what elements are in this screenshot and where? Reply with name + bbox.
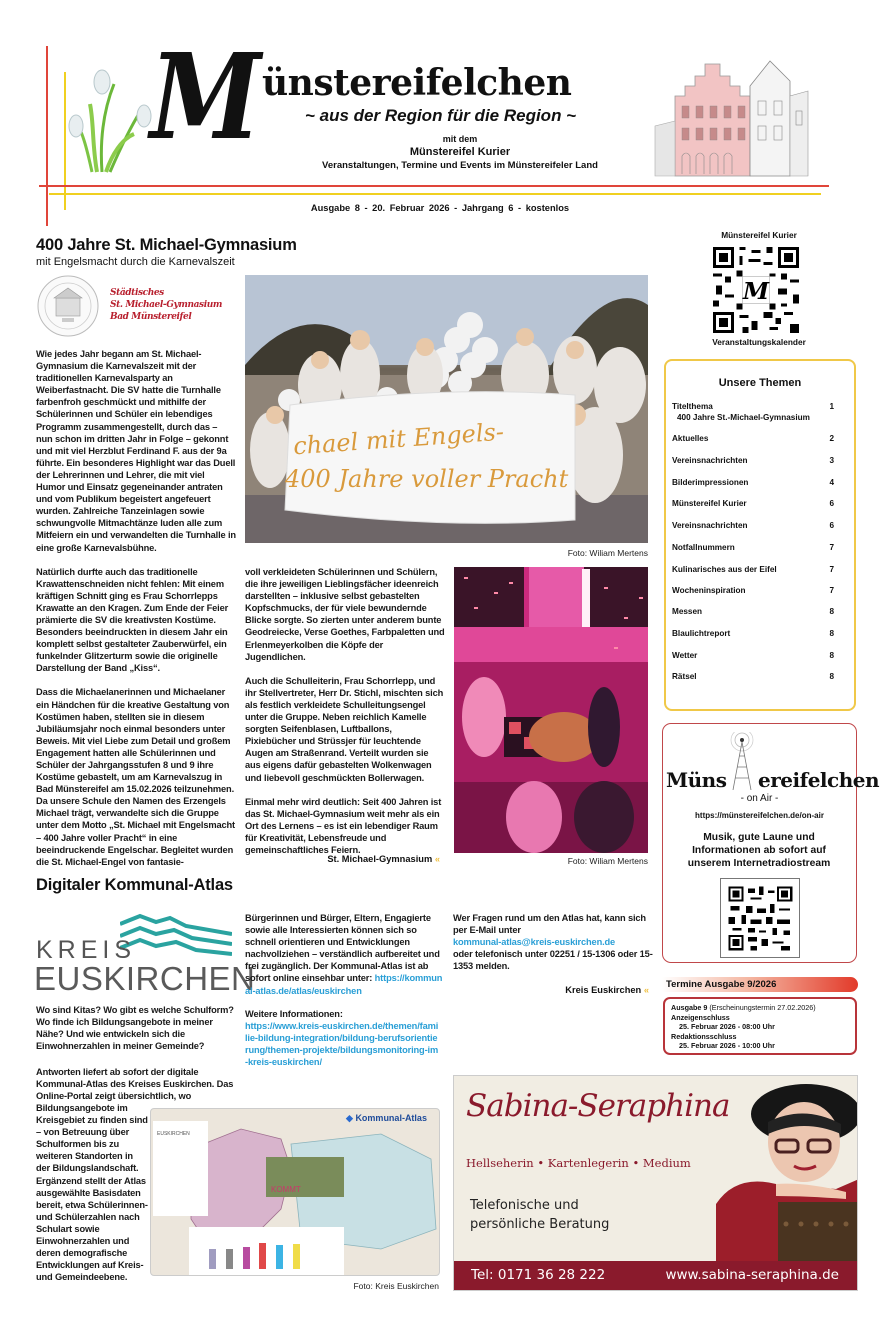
article2-col2-text: Bürgerinnen und Bürger, Eltern, Engagierte sowie alle Interessierten können sich so schnell orientieren und Entwicklungen nachvollziehen – verständlich aufbereitet und frei zugänglich. Der Kommunal-Atlas ist ab sofort online einsehbar unter: <box>245 913 440 984</box>
banner-text-line-2: 400 Jahre voller Pracht <box>285 465 569 493</box>
theme-label: Aktuelles <box>672 434 709 443</box>
article1-subtitle: mit Engelsmacht durch die Karnevalszeit <box>36 256 235 268</box>
theme-label: Messen <box>672 607 703 616</box>
masthead-with: mit dem <box>442 134 478 144</box>
advertisement-sabina-seraphina[interactable] <box>453 1075 858 1291</box>
article1-paragraph: Auch die Schulleiterin, Frau Schorrlepp, und ihr Stellvertreter, Herr Dr. Stichl, mischten sich als festlich verkleidete Schulleitungsengel unter die Gruppe. Neben reichlich Kamelle sorgten Seifenblasen, Luftballons, Pixiebücher und Strüssjer für leuchtende Augen am Straßenrand. Verteilt wurden sie aus eigens dafür gebastelten Wolkenwagen und liebevoll geschmückten Bollerwagen. <box>245 675 444 783</box>
snowdrop-illustration <box>62 64 157 174</box>
qr-caption: Veranstaltungskalender <box>712 337 806 347</box>
theme-label: Titelthema <box>672 402 713 411</box>
theme-page: 8 <box>829 672 834 681</box>
termine-ads-date: 25. Februar 2026 - 08:00 Uhr <box>679 1022 775 1031</box>
theme-item[interactable] <box>672 671 834 682</box>
screenshot-brand <box>346 1113 427 1124</box>
theme-page: 6 <box>829 521 834 530</box>
theme-label: Münstereifel Kurier <box>672 499 747 508</box>
theme-page: 7 <box>829 543 834 552</box>
article1-paragraph: Dass die Michaelanerinnen und Michaelaner ein Händchen für die kreative Gestaltung von Kostümen haben, stellten sie in diesem Jubiläumsjahr noch einmal besonders unter Beweis. Mit viel Liebe zum Detail und großem Engagement hatten alle Schülerinnen und Schüler der Jahrgangsstufen 8 und 9 ihre Kostüme gebastelt, um am Karnevalszug in Bad Münstereifel am 15.02.2026 teilzunehmen. Da unsere Schule den Namen des Erzengels Michael trägt, verwandelte sich die Gruppe unter dem Motto „St. Michael mit Engelsmacht – 400 Jahre voller Pracht“ in eine beeindruckende Engelschar. Begleitet wurden die St. Michael-Engel von fantasie- <box>36 687 235 867</box>
article2-intro: Wo sind Kitas? Wo gibt es welche Schulform? Wo finde ich Bildungsangebote in meiner Nähe? Und wie entwickeln sich die Einwohnerzahlen in meiner Gemeinde? <box>36 1005 234 1052</box>
ad-website[interactable]: www.sabina-seraphina.de <box>665 1267 839 1283</box>
ad-text <box>470 1196 609 1234</box>
more-info-link[interactable]: https://www.kreis-euskirchen.de/themen/familie-bildung-integration/bildung-berufsorientierung/themen-projekte/bildungsmonitoring-im-kreis-euskirchen/ <box>245 1021 439 1068</box>
contact-email-link[interactable]: kommunal-atlas@kreis-euskirchen.de <box>453 937 616 948</box>
banner-text-line-1: chael mit Engels- <box>292 417 505 461</box>
school-name-line-1: Städtisches <box>110 288 164 298</box>
theme-item[interactable] <box>672 585 834 596</box>
onair-logo-left: Müns <box>666 768 727 792</box>
photo2-caption: Foto: Wiliam Mertens <box>567 856 648 866</box>
theme-label: Notfallnummern <box>672 543 735 552</box>
qr-center-logo: M <box>742 276 770 305</box>
theme-item[interactable] <box>672 564 834 575</box>
qr-code-kalender[interactable] <box>713 247 799 333</box>
ad-subtitle: Hellseherin • Kartenlegerin • Medium <box>466 1156 691 1170</box>
theme-item[interactable] <box>672 520 834 531</box>
onair-logo-right: ereifelchen <box>758 768 879 792</box>
school-name <box>110 287 238 323</box>
theme-label: Bilderimpressionen <box>672 478 749 487</box>
school-seal-logo <box>36 274 100 338</box>
theme-sublabel: 400 Jahre St.-Michael-Gymnasium <box>677 413 810 422</box>
kommunal-atlas-logo-icon: ◆ <box>346 1113 353 1123</box>
theme-label: Vereinsnachrichten <box>672 456 748 465</box>
article1-column-1 <box>36 348 236 880</box>
ad-text-line-2: persönliche Beratung <box>470 1217 610 1232</box>
article2-column-2 <box>245 912 445 997</box>
theme-page: 8 <box>829 607 834 616</box>
kreis-euskirchen-waves-logo <box>120 912 232 960</box>
kreis-logo-line-2: EUSKIRCHEN <box>34 960 256 997</box>
article2-signature <box>453 985 649 995</box>
theme-page: 8 <box>829 651 834 660</box>
qr-title: Münstereifel Kurier <box>721 230 797 240</box>
photo1-caption: Foto: Wiliam Mertens <box>567 548 648 558</box>
theme-label: Blaulichtreport <box>672 629 731 638</box>
themes-box <box>664 359 856 711</box>
theme-item[interactable] <box>672 455 834 466</box>
theme-item[interactable] <box>672 606 834 617</box>
theme-item[interactable] <box>672 477 834 488</box>
theme-item[interactable] <box>672 401 834 423</box>
theme-item[interactable] <box>672 628 834 639</box>
termine-edit-label: Redaktionsschluss <box>671 1031 737 1041</box>
article1-title: 400 Jahre St. Michael-Gymnasium <box>36 236 297 254</box>
school-name-line-3: Bad Münstereifel <box>110 312 192 322</box>
theme-page: 3 <box>829 456 834 465</box>
kommunal-atlas-screenshot <box>150 1108 440 1276</box>
screenshot-overlay-text: KOMMT <box>271 1185 301 1194</box>
article2-more-info-label: Weitere Informationen: <box>245 1009 343 1019</box>
article2-signature-text: Kreis Euskirchen <box>565 985 642 995</box>
ad-phone[interactable]: Tel: 0171 36 28 222 <box>471 1267 606 1283</box>
article1-paragraph: Wie jedes Jahr begann am St. Michael-Gymnasium die Karnevalszeit mit der traditionellen Karnevalsparty an Weiberfastnacht. Die SV hatte die Turnhalle farbenfroh geschmückt und mithilfe der Schülerinnen und Schüler ein lebendiges Programm zusammengestellt, durch das – nun schon im dritten Jahr in Folge – gekonnt und mit viel Herzblut Ferdinand F. aus der 9a führte. Ein besonderes Highlight war das Duell der Lehrerinnen und Lehrer, die mit viel Humor und Einsatz gegeneinander antraten und vom Publikum begeistert angefeuert wurden. Zahlreiche Tanzeinlagen sowie schwungvolle Mitmachtänze luden alle zum Mitfeiern ein und verwandelten die Turnhalle in eine große Karnevalsbühne. <box>36 349 236 553</box>
termine-issue: Ausgabe 9 <box>671 1003 708 1012</box>
article2-column-3 <box>453 912 655 972</box>
decor-line-red-vertical <box>46 46 48 226</box>
termine-ads-label: Anzeigenschluss <box>671 1012 730 1022</box>
article2-title: Digitaler Kommunal-Atlas <box>36 876 233 894</box>
theme-label: Wocheninspiration <box>672 586 746 595</box>
screenshot-brand-text: Kommunal-Atlas <box>355 1113 427 1123</box>
theme-item[interactable] <box>672 542 834 553</box>
decor-line-yellow-horizontal <box>49 193 821 195</box>
article1-paragraph: Einmal mehr wird deutlich: Seit 400 Jahren ist das St. Michael-Gymnasium weit mehr als ein Ort des Lernens – es ist ein lebendiger Raum für Kreativität, Lebensfreude und gemeinschaftliches Feiern. <box>245 796 442 855</box>
masthead-kurier: Münstereifel Kurier <box>409 146 511 158</box>
theme-page: 1 <box>829 402 834 411</box>
issue-line: Ausgabe 8 - 20. Februar 2026 - Jahrgang 6 - kostenlos <box>310 203 570 213</box>
qr-code-radio[interactable] <box>720 878 800 958</box>
article1-photo-banner <box>245 275 648 543</box>
masthead-kurier-subtitle: Veranstaltungen, Termine und Events im Münstereifeler Land <box>322 160 598 171</box>
article1-photo-party <box>454 567 648 853</box>
onair-logo-sub: - on Air - <box>740 793 779 804</box>
masthead-title: ünstereifelchen <box>262 62 572 104</box>
theme-page: 2 <box>829 434 834 443</box>
onair-description: Musik, gute Laune und Informationen ab sofort auf unserem Internetradiostream <box>687 832 831 869</box>
themes-title: Unsere Themen <box>718 377 802 389</box>
article1-signature <box>245 854 440 864</box>
radio-tower-icon <box>727 732 757 790</box>
article2-body-narrow: Bildungsangebote im Kreisgebiet zu finden sind – von Betreuung über Schulformen bis zu weiteren Standorten in der Bildungslandschaft. Ergänzend stellt der Atlas ausgewählte Basisdaten bereit, etwa Schülerinnen- und Schülerzahlen nach Schulart sowie Einwohnerzahlen und deren demografische Entwicklungen auf Kreis- und Gemeindeebene. <box>36 1103 148 1283</box>
screenshot-kreis-logo: EUSKIRCHEN <box>157 1131 190 1137</box>
termine-edit-date: 25. Februar 2026 - 10:00 Uhr <box>679 1041 775 1050</box>
termine-issue-date: (Erscheinungstermin 27.02.2026) <box>709 1003 816 1012</box>
school-name-line-2: St. Michael-Gymnasium <box>110 300 223 310</box>
article1-paragraph: Natürlich durfte auch das traditionelle Krawattenschneiden nicht fehlen: Mit einem kräftigen Schnitt ging es Frau Schorrlepps Krawatte an den Kragen. Zum Ende der Feier prämierte die SV die kreativsten Kostüme. Besonders beeindruckten in diesem Jahr ein komplett selbst gestalteter Zauberwürfel, ein funkelnder Glitzerturm sowie die originelle Darstellung der Band „Kiss“. <box>36 566 229 674</box>
article1-signature-text: St. Michael-Gymnasium <box>327 854 433 864</box>
theme-label: Wetter <box>672 651 698 660</box>
termine-issue-line <box>671 1003 849 1013</box>
article1-paragraph: voll verkleideten Schülerinnen und Schülern, die ihre jeweiligen Lieblingsfächer ideenreich darstellten – inklusive selbst gebastelten Kopfschmucks, der für viele bewundernde Blicke sorgte. So zierten unter anderem bunte Geodreiecke, Verse Goethes, Farbpaletten und Erlenmeyerkolben die Köpfe der Jugendlichen. <box>245 567 445 662</box>
atlas-photo-caption: Foto: Kreis Euskirchen <box>353 1281 439 1291</box>
onair-box <box>662 723 879 963</box>
atlas-link[interactable]: https://kommunal-atlas.de/atlas/euskirchen <box>245 973 443 996</box>
theme-page: 8 <box>829 629 834 638</box>
termine-box <box>663 997 857 1055</box>
article1-column-2 <box>245 566 445 856</box>
signature-arrow-icon: « <box>434 854 440 864</box>
theme-item[interactable] <box>672 433 834 444</box>
signature-arrow-icon: « <box>643 985 649 995</box>
theme-item[interactable] <box>672 650 834 661</box>
ad-name: Sabina-Seraphina <box>466 1088 730 1124</box>
theme-label: Vereinsnachrichten <box>672 521 748 530</box>
decor-line-red-horizontal <box>39 185 829 187</box>
theme-label: Kulinarisches aus der Eifel <box>672 565 777 574</box>
contact-text-2: oder telefonisch unter 02251 / 15-1306 oder 15-1353 melden. <box>453 949 653 972</box>
article2-body-top: Antworten liefert ab sofort der digitale Kommunal-Atlas des Kreises Euskirchen. Das Online-Portal zeigt übersichtlich, wo <box>36 1067 234 1102</box>
theme-label: Rätsel <box>672 672 697 681</box>
theme-page: 4 <box>829 478 834 487</box>
theme-page: 7 <box>829 565 834 574</box>
theme-page: 7 <box>829 586 834 595</box>
ad-footer <box>454 1261 857 1290</box>
onair-url-link[interactable]: https://münstereifelchen.de/on-air <box>695 811 824 820</box>
kreis-logo-line-1: KREIS <box>36 936 137 964</box>
ad-text-line-1: Telefonische und <box>470 1198 579 1213</box>
theme-item[interactable] <box>672 498 834 509</box>
contact-text-1: Wer Fragen rund um den Atlas hat, kann sich per E-Mail unter <box>453 913 646 936</box>
masthead-tagline: ~ aus der Region für die Region ~ <box>305 106 577 125</box>
termine-title: Termine Ausgabe 9/2026 <box>662 977 858 992</box>
ad-portrait <box>716 1084 858 1264</box>
masthead-initial: M <box>150 27 262 166</box>
theme-page: 6 <box>829 499 834 508</box>
town-hall-illustration <box>650 56 810 181</box>
